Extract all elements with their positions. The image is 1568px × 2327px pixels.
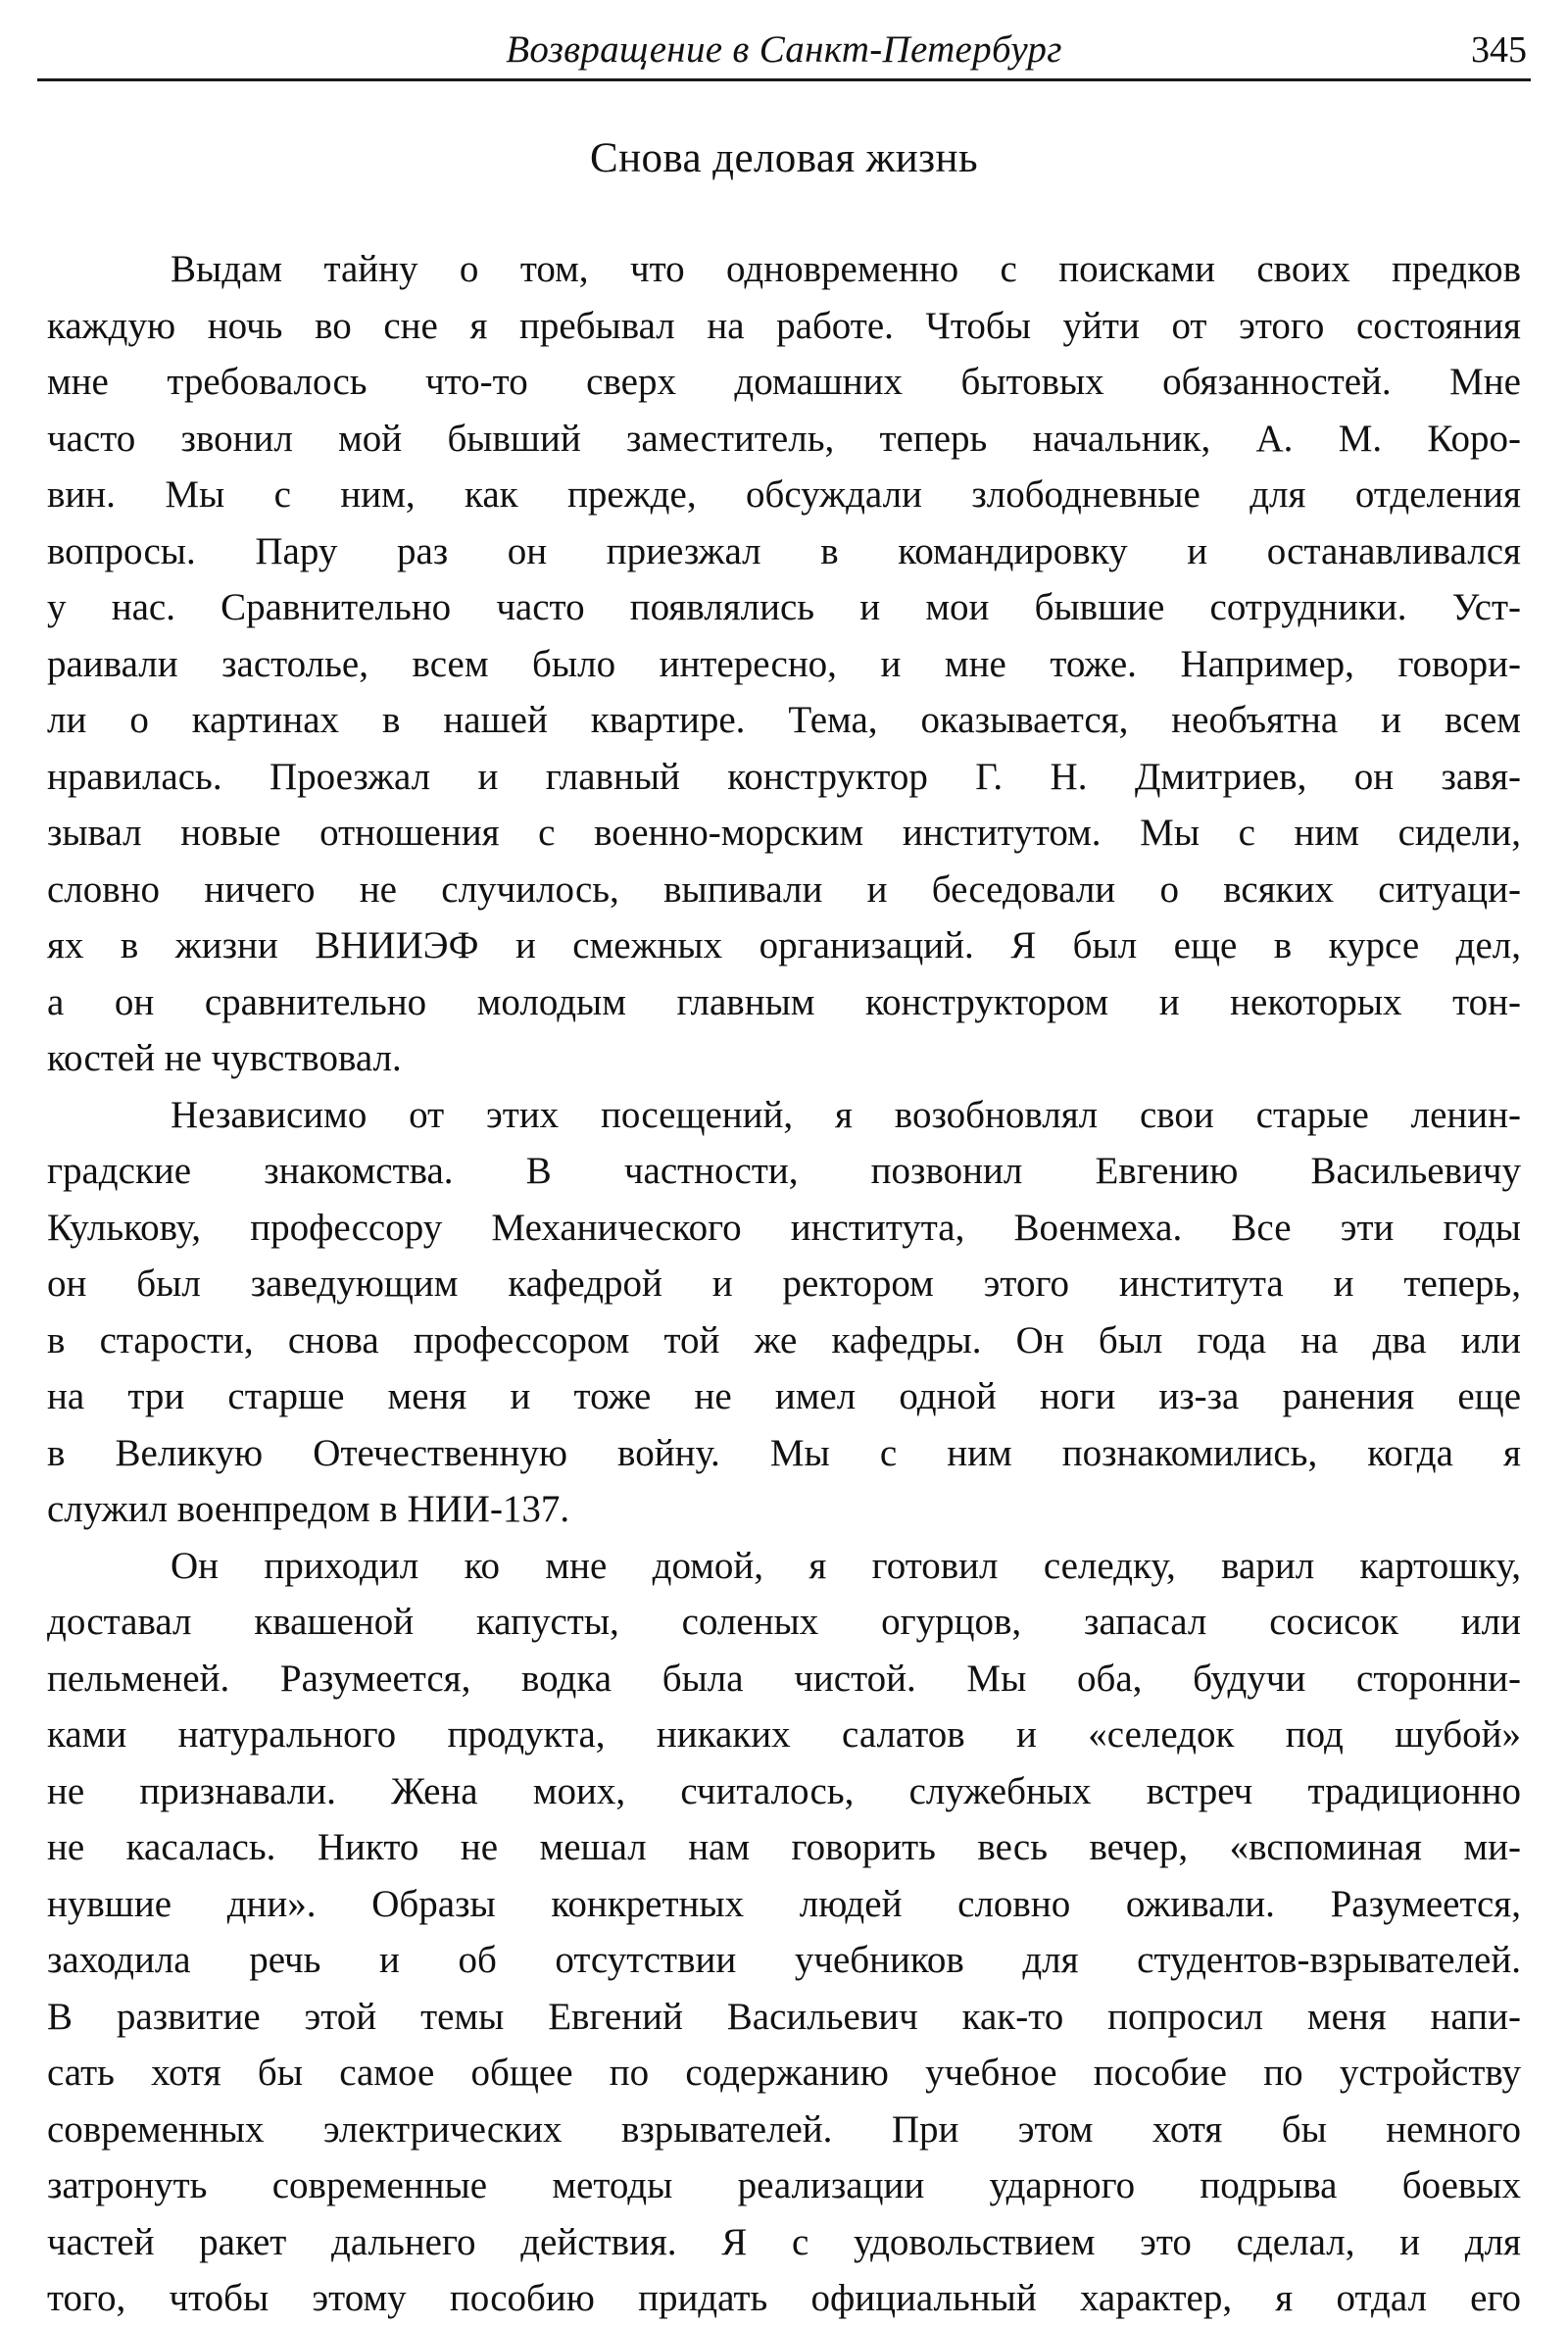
text-line: в Великую Отечественную войну. Мы с ним познакомились, когда я (47, 1431, 1521, 1474)
text-line: ками натурального продукта, никаких салатов и «селедок под шубой» (47, 1713, 1521, 1756)
text-line: в старости, снова профессором той же кафедры. Он был года на два или (47, 1318, 1521, 1362)
text-line: зывал новые отношения с военно-морским институтом. Мы с ним сидели, (47, 812, 1521, 854)
text-line: Выдам тайну о том, что одновременно с поисками своих предков (171, 248, 1521, 290)
text-line: затронуть современные методы реализации ударного подрыва боевых (47, 2164, 1521, 2206)
section-title: Снова деловая жизнь (590, 135, 978, 181)
text-line: словно ничего не случилось, выпивали и беседовали о всяких ситуаци- (47, 867, 1521, 911)
text-line: нувшие дни». Образы конкретных людей словно оживали. Разумеется, (47, 1882, 1521, 1925)
text-line: у нас. Сравнительно часто появлялись и мои бывшие сотрудники. Уст- (47, 586, 1521, 628)
body-text (47, 241, 1521, 2327)
paragraph (47, 1087, 1521, 1538)
text-line: современных электрических взрывателей. При этом хотя бы немного (47, 2107, 1521, 2151)
text-line: вин. Мы с ним, как прежде, обсуждали злободневные для отделения (47, 473, 1521, 516)
text-line: он был заведующим кафедрой и ректором этого института и теперь, (47, 1263, 1521, 1305)
paragraph (47, 1538, 1521, 2327)
text-line: раивали застолье, всем было интересно, и мне тоже. Например, говори- (47, 642, 1521, 685)
text-line: Независимо от этих посещений, я возобновлял свои старые ленин- (171, 1093, 1521, 1136)
running-title: Возвращение в Санкт-Петербург (506, 28, 1062, 71)
page-number: 345 (1471, 29, 1527, 71)
text-line: часто звонил мой бывший заместитель, теперь начальник, А. М. Коро- (47, 417, 1521, 460)
text-line: Кулькову, профессору Механического института, Военмеха. Все эти годы (47, 1206, 1521, 1249)
text-line: каждую ночь во сне я пребывал на работе. Чтобы уйти от этого состояния (47, 304, 1521, 347)
text-line: заходила речь и об отсутствии учебников для студентов-взрывателей. (47, 1939, 1521, 1981)
text-line: градские знакомства. В частности, позвонил Евгению Васильевичу (47, 1150, 1521, 1192)
text-line: ях в жизни ВНИИЭФ и смежных организаций. Я был еще в курсе дел, (47, 924, 1521, 966)
text-line: служил военпредом в НИИ-137. (47, 1488, 570, 1530)
running-head (37, 22, 1531, 81)
text-line: не касалась. Никто не мешал нам говорить весь вечер, «вспоминая ми- (47, 1826, 1521, 1868)
text-line: костей не чувствовал. (47, 1037, 402, 1079)
text-line: частей ракет дальнего действия. Я с удовольствием это сделал, и для (47, 2220, 1521, 2263)
text-line: пельменей. Разумеется, водка была чистой. Мы оба, будучи сторонни- (47, 1657, 1521, 1700)
text-line: доставал квашеной капусты, соленых огурцов, запасал сосисок или (47, 1601, 1521, 1643)
text-line: ли о картинах в нашей квартире. Тема, оказывается, необъятна и всем (47, 699, 1521, 741)
text-line: мне требовалось что-то сверх домашних бытовых обязанностей. Мне (47, 361, 1521, 403)
text-line: Он приходил ко мне домой, я готовил селедку, варил картошку, (171, 1544, 1521, 1587)
text-line: вопросы. Пару раз он приезжал в командировку и останавливался (47, 529, 1521, 572)
paragraph (47, 241, 1521, 1087)
text-line: не признавали. Жена моих, считалось, служебных встреч традиционно (47, 1769, 1521, 1812)
text-line: нравилась. Проезжал и главный конструктор Г. Н. Дмитриев, он завя- (47, 755, 1521, 798)
text-line: а он сравнительно молодым главным конструктором и некоторых тон- (47, 980, 1521, 1023)
text-line: В развитие этой темы Евгений Васильевич как-то попросил меня напи- (47, 1995, 1521, 2038)
text-line: на три старше меня и тоже не имел одной ноги из-за ранения еще (47, 1375, 1521, 1417)
text-line: сать хотя бы самое общее по содержанию учебное пособие по устройству (47, 2052, 1521, 2094)
text-line: того, чтобы этому пособию придать официальный характер, я отдал его (47, 2277, 1521, 2319)
